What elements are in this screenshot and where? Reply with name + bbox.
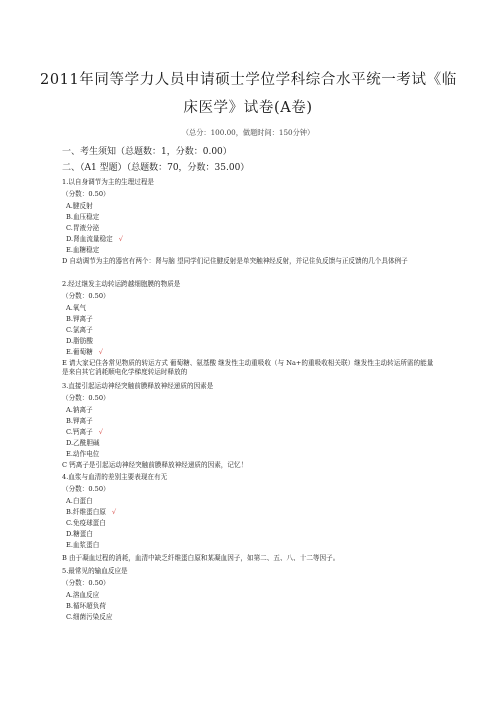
question-stem: 1.以自身调节为主的生理过程是 xyxy=(62,178,155,186)
question-score: （分数：0.50） xyxy=(62,190,110,198)
option: B.钾离子 xyxy=(66,315,93,323)
option-text: D.肾血流量稳定 xyxy=(66,235,113,243)
check-mark-icon: √ xyxy=(98,428,103,436)
option: B.循环超负荷 xyxy=(66,602,106,610)
option-text: E.葡萄糖 xyxy=(66,348,93,356)
option: A.腱反射 xyxy=(66,202,93,210)
option-correct xyxy=(66,428,103,437)
option: D.乙酰胆碱 xyxy=(66,439,100,447)
option: C.免疫球蛋白 xyxy=(66,519,106,527)
doc-title-line2: 床医学》试卷(A卷) xyxy=(183,100,313,116)
option: E.血糖稳定 xyxy=(66,246,100,254)
answer-explanation: D 自动调节为主的器官有两个：肾与脑 望同学们记住腱反射是单突触神经反射，并记住负反馈与正反馈的几个具体例子 xyxy=(62,257,408,265)
check-mark-icon: √ xyxy=(98,348,103,356)
option-correct xyxy=(66,235,123,244)
doc-title-line1: 2011年同等学力人员申请硕士学位学科综合水平统一考试《临 xyxy=(40,72,457,88)
section-heading-2: 二、（A1 型题）（总题数：70，分数：35.00） xyxy=(62,163,250,173)
question-stem: 5.最常见的输血反应是 xyxy=(62,567,128,575)
question-score: （分数：0.50） xyxy=(62,292,110,300)
answer-explanation: C 钙离子是引起运动神经突触前膜释放神经递质的因素，记忆！ xyxy=(62,461,248,469)
question-stem: 3.直接引起运动神经突触前膜释放神经递质的因素是 xyxy=(62,382,214,390)
option: A.溶血反应 xyxy=(66,591,100,599)
option: C.氯离子 xyxy=(66,326,93,334)
question-stem: 4.血浆与血清的差别主要表现在有无 xyxy=(62,473,168,481)
question-stem: 2.经过继发主动转运跨越细胞膜的物质是 xyxy=(62,280,181,288)
option: A.钠离子 xyxy=(66,406,93,414)
question-score: （分数：0.50） xyxy=(62,579,110,587)
option: A.白蛋白 xyxy=(66,497,93,505)
option: C.细菌污染反应 xyxy=(66,613,113,621)
option: B.血压稳定 xyxy=(66,213,100,221)
option: B.钾离子 xyxy=(66,417,93,425)
option-correct xyxy=(66,508,116,517)
question-score: （分数：0.50） xyxy=(62,394,110,402)
question-score: （分数：0.50） xyxy=(62,485,110,493)
option-text: C.钙离子 xyxy=(66,428,93,436)
option-correct xyxy=(66,348,103,357)
check-mark-icon: √ xyxy=(118,235,123,243)
section-heading-1: 一、考生须知（总题数：1，分数：0.00） xyxy=(62,147,232,157)
option: D.脂肪酸 xyxy=(66,337,93,345)
option: A.氧气 xyxy=(66,304,87,312)
option-text: B.纤维蛋白原 xyxy=(66,508,106,516)
option: E.血浆蛋白 xyxy=(66,541,100,549)
option: E.动作电位 xyxy=(66,450,100,458)
answer-explanation: B 由于凝血过程的消耗，血清中缺乏纤维蛋白原和某凝血因子，如第二、五、八、十二等因子。 xyxy=(62,554,340,562)
check-mark-icon: √ xyxy=(111,508,117,516)
exam-meta: （总分：100.00，做题时间：150分钟） xyxy=(181,128,315,137)
option: D.糖蛋白 xyxy=(66,530,93,538)
option: C.胃液分泌 xyxy=(66,224,100,232)
answer-explanation: E 请大家记住各常见物质的转运方式 葡萄糖、氨基酸 继发性主动重吸收（与 Na+的重吸收相关联）继发性主动转运所需的能量是来自其它消耗顺电化学梯度转运时释放的 xyxy=(62,359,434,376)
